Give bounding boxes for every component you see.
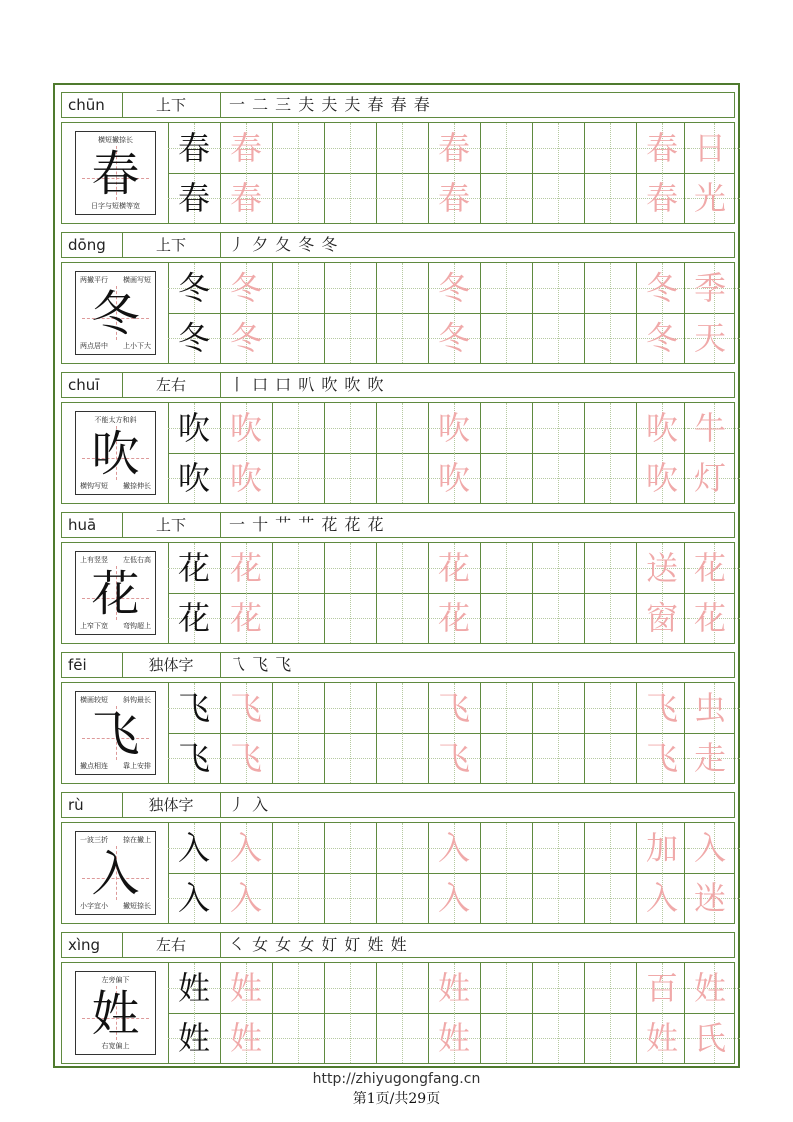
practice-cell[interactable] (584, 1013, 636, 1063)
practice-cell[interactable] (532, 683, 584, 733)
example-box (75, 831, 156, 915)
word-char: 加 (645, 829, 678, 867)
trace-character: 飞 (437, 689, 470, 727)
practice-cell[interactable] (272, 123, 324, 173)
writing-tip: 斜钩最长 (123, 696, 151, 704)
example-character: 花 (91, 566, 140, 622)
example-box (75, 691, 156, 775)
trace-character: 春 (437, 129, 470, 167)
practice-cell[interactable] (324, 823, 376, 873)
stroke-order: 丿 入 (220, 793, 269, 817)
practice-cell[interactable] (324, 733, 376, 783)
practice-cell[interactable] (376, 963, 428, 1013)
model-character: 花 (177, 549, 210, 587)
practice-grid (61, 962, 735, 1064)
trace-character: 春 (229, 179, 262, 217)
practice-cell[interactable] (584, 313, 636, 363)
practice-cell[interactable] (532, 123, 584, 173)
practice-cell[interactable] (480, 683, 532, 733)
word-char: 日 (693, 129, 726, 167)
writing-tip: 弯钩超上 (123, 622, 151, 630)
practice-cell[interactable] (532, 403, 584, 453)
block-header (61, 372, 735, 398)
character-block (61, 372, 735, 505)
practice-cell[interactable] (272, 823, 324, 873)
example-character: 春 (91, 146, 140, 202)
trace-character: 冬 (229, 319, 262, 357)
word-char: 灯 (693, 459, 726, 497)
trace-character: 姓 (437, 969, 470, 1007)
practice-cell[interactable] (532, 823, 584, 873)
practice-cell[interactable] (376, 543, 428, 593)
word-char: 虫 (693, 689, 726, 727)
practice-cell[interactable] (480, 963, 532, 1013)
practice-cell[interactable] (480, 593, 532, 643)
word-char: 迷 (693, 879, 726, 917)
model-character: 入 (177, 879, 210, 917)
pinyin: huā (68, 516, 97, 534)
practice-cell[interactable] (376, 823, 428, 873)
practice-cell[interactable] (532, 733, 584, 783)
practice-cell[interactable] (272, 963, 324, 1013)
writing-tip: 左旁偏下 (101, 976, 130, 984)
practice-cell[interactable] (272, 593, 324, 643)
practice-grid (61, 262, 735, 364)
practice-cell[interactable] (532, 313, 584, 363)
pinyin: dōng (68, 236, 106, 254)
writing-tip: 靠上安排 (123, 762, 151, 770)
trace-character: 吹 (229, 409, 262, 447)
model-character: 姓 (177, 969, 210, 1007)
structure-label: 左右 (122, 373, 219, 397)
practice-cell[interactable] (376, 453, 428, 503)
example-character: 吹 (91, 426, 140, 482)
practice-cell[interactable] (376, 593, 428, 643)
character-block (61, 232, 735, 365)
practice-cell[interactable] (532, 453, 584, 503)
stroke-order: 乁 飞 飞 (220, 653, 292, 677)
writing-tip: 撇点相连 (80, 762, 108, 770)
practice-cell[interactable] (272, 263, 324, 313)
practice-cell[interactable] (376, 313, 428, 363)
word-char: 春 (645, 179, 678, 217)
practice-cell[interactable] (584, 733, 636, 783)
practice-cell[interactable] (584, 403, 636, 453)
practice-cell[interactable] (272, 733, 324, 783)
stroke-order: 一 十 艹 艹 花 花 花 (220, 513, 385, 537)
trace-character: 入 (229, 879, 262, 917)
practice-cell[interactable] (272, 313, 324, 363)
practice-cell[interactable] (584, 593, 636, 643)
trace-character: 吹 (437, 459, 470, 497)
trace-character: 冬 (437, 269, 470, 307)
writing-tip: 右宽偏上 (101, 1042, 130, 1050)
model-character: 冬 (177, 319, 210, 357)
example-box (75, 551, 156, 635)
practice-cell[interactable] (480, 173, 532, 223)
pinyin: chuī (68, 376, 100, 394)
word-char: 百 (645, 969, 678, 1007)
practice-cell[interactable] (272, 403, 324, 453)
practice-cell[interactable] (376, 683, 428, 733)
word-char: 飞 (645, 739, 678, 777)
writing-tip: 左低右高 (123, 556, 151, 564)
practice-cell[interactable] (324, 313, 376, 363)
word-char: 花 (693, 549, 726, 587)
structure-label: 上下 (122, 233, 219, 257)
stroke-order: ㇛ 女 女 女 奵 奵 姓 姓 (220, 933, 408, 957)
writing-tip: 两撇平行 (80, 276, 108, 284)
block-header (61, 92, 735, 118)
writing-tip: 捺在撇上 (123, 836, 151, 844)
writing-tip: 日字与短横等宽 (91, 202, 140, 210)
trace-character: 春 (437, 179, 470, 217)
practice-cell[interactable] (324, 543, 376, 593)
practice-cell[interactable] (584, 823, 636, 873)
practice-cell[interactable] (480, 733, 532, 783)
word-char: 冬 (645, 269, 678, 307)
practice-cell[interactable] (584, 543, 636, 593)
practice-cell[interactable] (480, 313, 532, 363)
word-char: 姓 (645, 1019, 678, 1057)
trace-character: 花 (437, 549, 470, 587)
structure-label: 独体字 (122, 653, 219, 677)
practice-grid (61, 682, 735, 784)
practice-cell[interactable] (376, 403, 428, 453)
practice-grid (61, 122, 735, 224)
practice-cell[interactable] (480, 543, 532, 593)
block-header (61, 232, 735, 258)
practice-cell[interactable] (480, 123, 532, 173)
writing-tip: 撇捺伸长 (123, 482, 151, 490)
practice-cell[interactable] (480, 403, 532, 453)
structure-label: 上下 (122, 93, 219, 117)
word-char: 走 (693, 739, 726, 777)
writing-tip: 上窄下宽 (80, 622, 108, 630)
trace-character: 入 (229, 829, 262, 867)
word-char: 吹 (645, 409, 678, 447)
trace-character: 花 (229, 549, 262, 587)
practice-cell[interactable] (272, 453, 324, 503)
practice-cell[interactable] (324, 1013, 376, 1063)
word-char: 送 (645, 549, 678, 587)
practice-cell[interactable] (584, 453, 636, 503)
structure-label: 独体字 (122, 793, 219, 817)
page-number: 第1页/共29页 (352, 1091, 441, 1107)
example-box (75, 271, 156, 355)
character-block (61, 652, 735, 785)
practice-cell[interactable] (532, 173, 584, 223)
practice-cell[interactable] (324, 593, 376, 643)
practice-cell[interactable] (324, 403, 376, 453)
practice-cell[interactable] (532, 963, 584, 1013)
practice-cell[interactable] (324, 873, 376, 923)
block-header (61, 932, 735, 958)
word-char: 窗 (645, 599, 678, 637)
word-char: 季 (693, 269, 726, 307)
word-char: 牛 (693, 409, 726, 447)
example-character: 冬 (91, 286, 140, 342)
writing-tip: 小字宜小 (80, 902, 108, 910)
practice-cell[interactable] (272, 683, 324, 733)
practice-cell[interactable] (480, 263, 532, 313)
trace-character: 花 (229, 599, 262, 637)
model-character: 飞 (177, 739, 210, 777)
practice-cell[interactable] (324, 963, 376, 1013)
trace-character: 吹 (229, 459, 262, 497)
example-character: 姓 (91, 986, 140, 1042)
practice-cell[interactable] (532, 1013, 584, 1063)
practice-grid (61, 542, 735, 644)
practice-cell[interactable] (324, 683, 376, 733)
trace-character: 姓 (229, 1019, 262, 1057)
practice-cell[interactable] (272, 543, 324, 593)
trace-character: 姓 (437, 1019, 470, 1057)
block-header (61, 512, 735, 538)
trace-character: 冬 (437, 319, 470, 357)
practice-cell[interactable] (532, 543, 584, 593)
model-character: 春 (177, 179, 210, 217)
writing-tip: 横画较短 (80, 696, 108, 704)
model-character: 姓 (177, 1019, 210, 1057)
trace-character: 入 (437, 829, 470, 867)
model-character: 飞 (177, 689, 210, 727)
writing-tip: 撇短捺长 (123, 902, 151, 910)
practice-cell[interactable] (376, 123, 428, 173)
practice-cell[interactable] (376, 873, 428, 923)
structure-label: 左右 (122, 933, 219, 957)
writing-tip: 上小下大 (123, 342, 151, 350)
stroke-order: 丿 夕 夂 冬 冬 (220, 233, 338, 257)
trace-character: 入 (437, 879, 470, 917)
writing-tip: 两点居中 (80, 342, 108, 350)
footer-url[interactable]: http://zhiyugongfang.cn (312, 1071, 481, 1087)
practice-grid (61, 822, 735, 924)
practice-cell[interactable] (584, 873, 636, 923)
model-character: 春 (177, 129, 210, 167)
pinyin: fēi (68, 656, 87, 674)
practice-cell[interactable] (532, 873, 584, 923)
character-block (61, 792, 735, 925)
trace-character: 花 (437, 599, 470, 637)
word-char: 冬 (645, 319, 678, 357)
word-char: 花 (693, 599, 726, 637)
block-header (61, 792, 735, 818)
example-box (75, 971, 156, 1055)
word-char: 吹 (645, 459, 678, 497)
trace-character: 吹 (437, 409, 470, 447)
practice-cell[interactable] (480, 1013, 532, 1063)
practice-cell[interactable] (376, 173, 428, 223)
practice-cell[interactable] (324, 453, 376, 503)
practice-sheet (53, 83, 740, 1068)
pinyin: xìng (68, 936, 101, 954)
trace-character: 飞 (229, 689, 262, 727)
practice-cell[interactable] (324, 263, 376, 313)
trace-character: 飞 (229, 739, 262, 777)
character-block (61, 512, 735, 645)
practice-cell[interactable] (324, 173, 376, 223)
example-box (75, 411, 156, 495)
word-char: 光 (693, 179, 726, 217)
practice-cell[interactable] (584, 173, 636, 223)
writing-tip: 横画写短 (123, 276, 151, 284)
writing-tip: 一波三折 (80, 836, 108, 844)
trace-character: 飞 (437, 739, 470, 777)
practice-cell[interactable] (480, 873, 532, 923)
model-character: 冬 (177, 269, 210, 307)
practice-cell[interactable] (584, 123, 636, 173)
trace-character: 姓 (229, 969, 262, 1007)
practice-cell[interactable] (376, 733, 428, 783)
practice-cell[interactable] (584, 683, 636, 733)
word-char: 入 (645, 879, 678, 917)
stroke-order: 一 二 三 夫 夫 夫 春 春 春 (220, 93, 431, 117)
writing-tip: 上有竖竖 (80, 556, 108, 564)
practice-cell[interactable] (376, 263, 428, 313)
model-character: 入 (177, 829, 210, 867)
trace-character: 冬 (229, 269, 262, 307)
example-character: 飞 (91, 706, 140, 762)
practice-grid (61, 402, 735, 504)
structure-label: 上下 (122, 513, 219, 537)
practice-cell[interactable] (480, 453, 532, 503)
pinyin: rù (68, 796, 84, 814)
model-character: 花 (177, 599, 210, 637)
practice-cell[interactable] (272, 173, 324, 223)
practice-cell[interactable] (272, 1013, 324, 1063)
practice-cell[interactable] (584, 263, 636, 313)
block-header (61, 652, 735, 678)
writing-tip: 横钩写短 (80, 482, 108, 490)
model-character: 吹 (177, 409, 210, 447)
practice-cell[interactable] (480, 823, 532, 873)
model-character: 吹 (177, 459, 210, 497)
writing-tip: 不能太方和斜 (94, 416, 137, 424)
practice-cell[interactable] (376, 1013, 428, 1063)
word-char: 春 (645, 129, 678, 167)
stroke-order: 丨 口 口 叭 吹 吹 吹 (220, 373, 385, 397)
practice-cell[interactable] (532, 593, 584, 643)
practice-cell[interactable] (584, 963, 636, 1013)
word-char: 天 (693, 319, 726, 357)
trace-character: 春 (229, 129, 262, 167)
word-char: 飞 (645, 689, 678, 727)
character-block (61, 92, 735, 225)
example-box (75, 131, 156, 215)
example-character: 入 (91, 846, 140, 902)
word-char: 氏 (693, 1019, 726, 1057)
writing-tip: 横短撇捺长 (98, 136, 133, 144)
character-block (61, 932, 735, 1065)
practice-cell[interactable] (532, 263, 584, 313)
practice-cell[interactable] (324, 123, 376, 173)
word-char: 姓 (693, 969, 726, 1007)
word-char: 入 (693, 829, 726, 867)
practice-cell[interactable] (272, 873, 324, 923)
pinyin: chūn (68, 96, 105, 114)
